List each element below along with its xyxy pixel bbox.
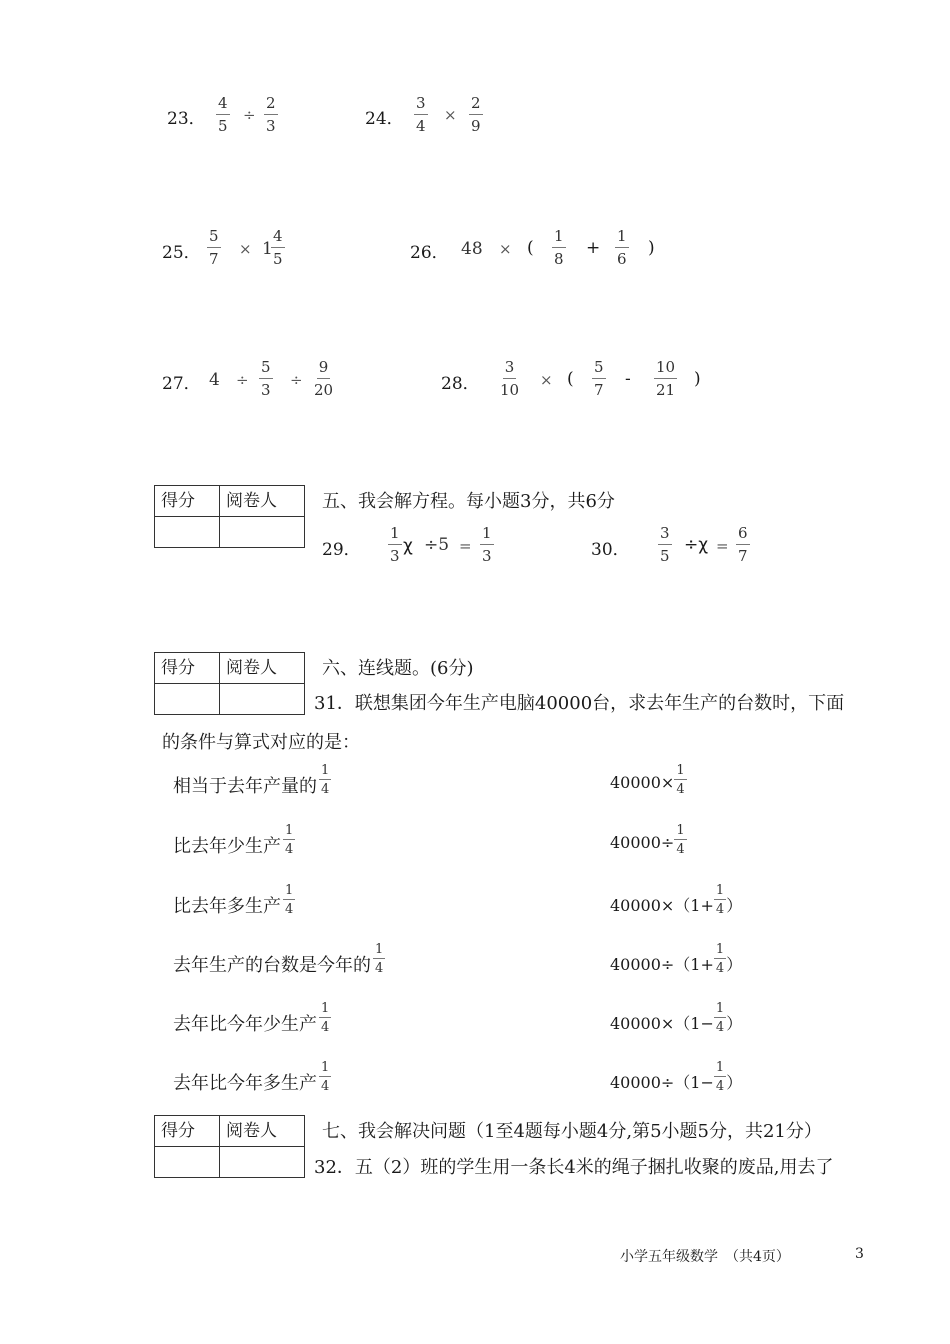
grader-header: 阅卷人 [220, 486, 305, 517]
numerator: 5 [207, 229, 221, 248]
score-cell[interactable] [155, 684, 220, 715]
problem-25-fraction-b [271, 229, 285, 267]
numerator: 5 [592, 360, 606, 379]
mixed-number-whole: 1 [262, 239, 273, 259]
denominator: 4 [285, 902, 294, 917]
numerator: 1 [676, 823, 685, 838]
formula-item[interactable] [610, 1061, 742, 1093]
multiply-operator: × [239, 240, 252, 258]
numerator: 1 [715, 942, 725, 957]
right-paren: ) [694, 369, 701, 389]
divide-operator: ÷ [236, 371, 249, 389]
condition-item[interactable] [173, 1061, 331, 1093]
lead-number: 4 [209, 370, 220, 390]
formula-fraction [714, 943, 726, 975]
condition-fraction [373, 943, 385, 975]
grader-cell[interactable] [220, 517, 305, 548]
denominator: 4 [715, 902, 725, 917]
problem-26-fraction-a [552, 229, 566, 267]
section-5-title: 五、我会解方程。每小题3分，共6分 [322, 491, 615, 512]
problem-24-fraction-a [414, 96, 428, 134]
problem-23-fraction-a [216, 96, 230, 134]
denominator: 3 [266, 117, 276, 135]
numerator: 3 [503, 360, 517, 379]
score-table-section-7 [154, 1115, 305, 1178]
formula-suffix: ） [726, 955, 743, 974]
section-6-title: 六、连线题。(6分) [322, 658, 474, 679]
condition-item[interactable] [173, 764, 331, 796]
problem-28-fraction-b [592, 360, 606, 398]
denominator: 4 [321, 1079, 330, 1094]
equals-sign: = [459, 537, 472, 555]
left-paren: ( [527, 238, 534, 258]
multiply-operator: × [444, 106, 457, 124]
formula-prefix: 40000÷（1+ [610, 955, 714, 974]
divide-by-5: ÷5 [424, 535, 450, 555]
condition-fraction [283, 884, 295, 916]
right-paren: ) [648, 238, 655, 258]
score-cell[interactable] [155, 1147, 220, 1178]
numerator: 1 [285, 823, 294, 838]
denominator: 10 [500, 381, 520, 399]
numerator: 3 [658, 526, 672, 545]
formula-item[interactable] [610, 884, 742, 916]
denominator: 21 [656, 381, 676, 399]
problem-30-fraction-b [736, 526, 750, 564]
footer-text: 小学五年级数学 （共4页） [620, 1249, 790, 1265]
numerator: 1 [285, 883, 294, 898]
numerator: 2 [469, 96, 483, 115]
formula-suffix: ） [726, 1014, 743, 1033]
problem-28-fraction-a [500, 360, 519, 398]
condition-text: 去年比今年少生产 [173, 1014, 317, 1035]
condition-item[interactable] [173, 824, 295, 856]
page-number: 3 [855, 1246, 864, 1262]
numerator: 1 [715, 1060, 725, 1075]
question-31-line-2: 的条件与算式对应的是： [162, 732, 360, 753]
problem-27-fraction-b [314, 360, 333, 398]
formula-fraction [714, 884, 726, 916]
grader-header: 阅卷人 [220, 653, 305, 684]
numerator: 1 [715, 1001, 725, 1016]
denominator: 20 [314, 381, 334, 399]
denominator: 7 [738, 547, 748, 565]
formula-suffix: ） [726, 896, 743, 915]
denominator: 5 [273, 250, 283, 268]
problem-23-label: 23． [167, 109, 206, 129]
condition-item[interactable] [173, 884, 295, 916]
formula-item[interactable] [610, 1002, 742, 1034]
denominator: 4 [715, 1020, 725, 1035]
grader-cell[interactable] [220, 684, 305, 715]
condition-item[interactable] [173, 943, 385, 975]
problem-26-fraction-b [615, 229, 629, 267]
condition-fraction [319, 1002, 331, 1034]
condition-fraction [319, 1061, 331, 1093]
problem-29-label: 29． [322, 540, 361, 560]
condition-text: 相当于去年产量的 [173, 776, 317, 797]
denominator: 5 [218, 117, 228, 135]
problem-23-fraction-b [264, 96, 278, 134]
problem-29-fraction-a [388, 526, 402, 564]
formula-item[interactable] [610, 824, 687, 856]
formula-item[interactable] [610, 764, 687, 796]
plus-operator: + [586, 238, 601, 258]
question-31-line-1: 31．联想集团今年生产电脑40000台，求去年生产的台数时，下面 [314, 693, 845, 714]
formula-prefix: 40000÷（1− [610, 1073, 714, 1092]
numerator: 1 [480, 526, 494, 545]
section-7-title: 七、我会解决问题（1至4题每小题4分,第5小题5分，共21分） [322, 1121, 822, 1142]
numerator: 4 [271, 229, 285, 248]
formula-item[interactable] [610, 943, 742, 975]
numerator: 5 [259, 360, 273, 379]
denominator: 4 [676, 842, 685, 857]
numerator: 10 [654, 360, 677, 379]
problem-24-label: 24． [365, 109, 404, 129]
minus-operator: - [625, 369, 631, 389]
denominator: 4 [321, 1020, 330, 1035]
condition-text: 去年生产的台数是今年的 [173, 955, 371, 976]
numerator: 2 [264, 96, 278, 115]
numerator: 1 [615, 229, 629, 248]
problem-30-fraction-a [658, 526, 672, 564]
numerator: 4 [216, 96, 230, 115]
numerator: 1 [676, 763, 685, 778]
left-paren: ( [567, 369, 574, 389]
lead-number: 48 [461, 239, 483, 259]
problem-29-fraction-b [480, 526, 494, 564]
numerator: 1 [388, 526, 402, 545]
denominator: 4 [715, 961, 725, 976]
problem-24-fraction-b [469, 96, 483, 134]
problem-25-fraction-a [207, 229, 221, 267]
multiply-operator: × [540, 371, 553, 389]
formula-prefix: 40000× [610, 773, 675, 792]
score-cell[interactable] [155, 517, 220, 548]
denominator: 3 [482, 547, 492, 565]
numerator: 1 [715, 883, 725, 898]
formula-fraction [714, 1002, 726, 1034]
divide-operator: ÷ [290, 371, 303, 389]
numerator: 1 [552, 229, 566, 248]
numerator: 3 [414, 96, 428, 115]
formula-suffix: ） [726, 1073, 743, 1092]
numerator: 1 [321, 1060, 330, 1075]
condition-item[interactable] [173, 1002, 331, 1034]
problem-25-label: 25． [162, 243, 201, 263]
problem-27-fraction-a [259, 360, 273, 398]
denominator: 4 [321, 782, 330, 797]
multiply-operator: × [499, 240, 512, 258]
denominator: 7 [209, 250, 219, 268]
score-header: 得分 [155, 653, 220, 684]
denominator: 4 [715, 1079, 725, 1094]
denominator: 8 [554, 250, 564, 268]
score-table-section-6 [154, 652, 305, 715]
denominator: 4 [676, 782, 685, 797]
numerator: 6 [736, 526, 750, 545]
numerator: 9 [317, 360, 331, 379]
denominator: 4 [375, 961, 384, 976]
formula-prefix: 40000÷ [610, 833, 675, 852]
numerator: 1 [321, 1001, 330, 1016]
problem-30-label: 30． [591, 540, 630, 560]
numerator: 1 [321, 763, 330, 778]
divide-by-x: ÷χ [684, 535, 709, 555]
variable-x: χ [403, 536, 413, 556]
formula-prefix: 40000×（1+ [610, 896, 714, 915]
problem-27-label: 27． [162, 374, 201, 394]
numerator: 1 [375, 942, 384, 957]
condition-text: 去年比今年多生产 [173, 1073, 317, 1094]
formula-prefix: 40000×（1− [610, 1014, 714, 1033]
formula-fraction [674, 764, 686, 796]
denominator: 3 [390, 547, 400, 565]
grader-cell[interactable] [220, 1147, 305, 1178]
formula-fraction [714, 1061, 726, 1093]
score-table-section-5 [154, 485, 305, 548]
equals-sign: = [716, 537, 729, 555]
denominator: 9 [471, 117, 481, 135]
denominator: 3 [261, 381, 271, 399]
condition-fraction [283, 824, 295, 856]
question-32-text: 32．五（2）班的学生用一条长4米的绳子捆扎收聚的废品,用去了 [314, 1157, 834, 1178]
score-header: 得分 [155, 1116, 220, 1147]
problem-26-label: 26． [410, 243, 449, 263]
formula-fraction [674, 824, 686, 856]
condition-text: 比去年多生产 [173, 896, 281, 917]
grader-header: 阅卷人 [220, 1116, 305, 1147]
denominator: 4 [416, 117, 426, 135]
denominator: 5 [660, 547, 670, 565]
condition-fraction [319, 764, 331, 796]
problem-28-label: 28． [441, 374, 480, 394]
divide-operator: ÷ [243, 106, 256, 124]
denominator: 7 [594, 381, 604, 399]
score-header: 得分 [155, 486, 220, 517]
problem-28-fraction-c [654, 360, 677, 398]
condition-text: 比去年少生产 [173, 836, 281, 857]
denominator: 4 [285, 842, 294, 857]
denominator: 6 [617, 250, 627, 268]
